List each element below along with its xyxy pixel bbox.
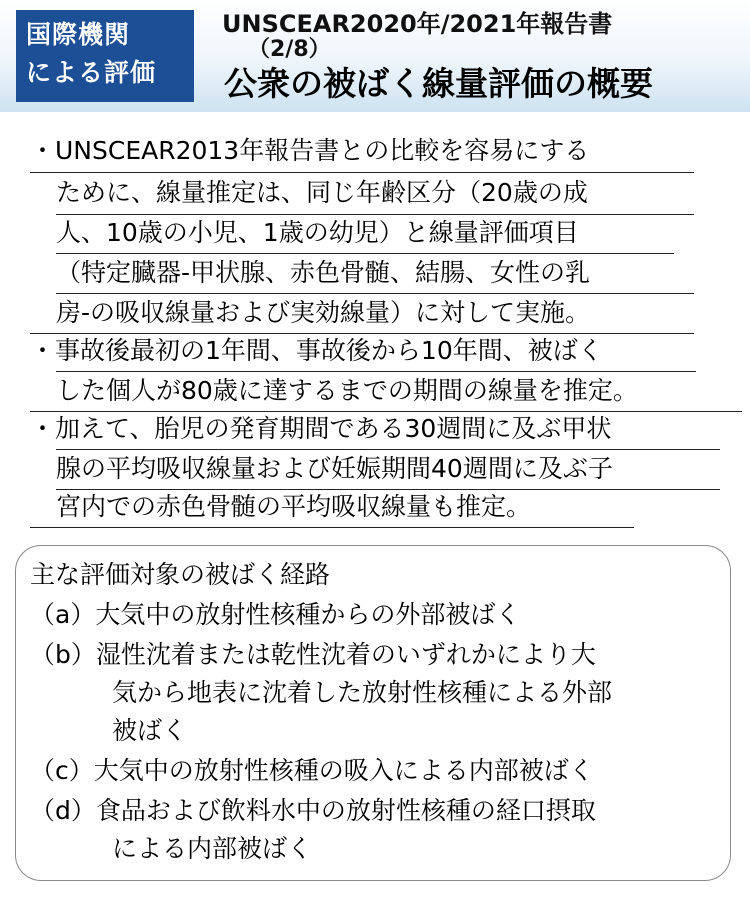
page-indicator: （2/8） [248,37,331,62]
underline-rule [56,449,720,450]
underline-rule [30,527,634,528]
report-title: UNSCEAR2020年/2021年報告書 [222,10,613,38]
body-line: ために、線量推定は、同じ年齢区分（20歳の成 [56,178,588,207]
badge-line-1: 国際機関 [26,20,131,49]
underline-rule [56,253,674,254]
underline-rule [56,371,696,372]
pathway-item-b: （b）湿性沈着または乾性沈着のいずれかにより大 [30,640,596,669]
underline-rule [30,172,694,173]
body-line: した個人が80歳に達するまでの期間の線量を推定。 [56,376,638,405]
exposure-pathways-box [15,545,731,881]
body-line: ・UNSCEAR2013年報告書との比較を容易にする [30,136,590,165]
body-line: 腺の平均吸収線量および妊娠期間40週間に及ぶ子 [56,454,613,483]
pathway-item-c: （c）大気中の放射性核種の吸入による内部被ばく [30,756,594,785]
pathways-heading: 主な評価対象の被ばく経路 [30,560,331,589]
underline-rule [56,214,694,215]
slide-header [0,0,750,112]
body-line: （特定臓器-甲状腺、赤色骨髄、結腸、女性の乳 [56,258,591,287]
category-badge [16,10,194,102]
pathway-item-b-cont: 被ばく [112,716,188,745]
pathway-item-d-cont: による内部被ばく [112,834,313,863]
pathway-item-b-cont: 気から地表に沈着した放射性核種による外部 [112,678,613,707]
body-line: 人、10歳の小児、1歳の幼児）と線量評価項目 [56,218,579,247]
badge-line-2: による評価 [26,58,157,87]
body-line: ・事故後最初の1年間、事故後から10年間、被ばく [30,336,603,365]
pathway-item-a: （a）大気中の放射性核種からの外部被ばく [30,600,521,629]
page-title: 公衆の被ばく線量評価の概要 [224,64,653,103]
body-line: 房-の吸収線量および実効線量）に対して実施。 [56,298,591,327]
body-line: 宮内での赤色骨髄の平均吸収線量も推定。 [56,492,532,521]
underline-rule [56,293,694,294]
body-line: ・加えて、胎児の発育期間である30週間に及ぶ甲状 [30,414,612,443]
pathway-item-d: （d）食品および飲料水中の放射性核種の経口摂取 [30,796,596,825]
